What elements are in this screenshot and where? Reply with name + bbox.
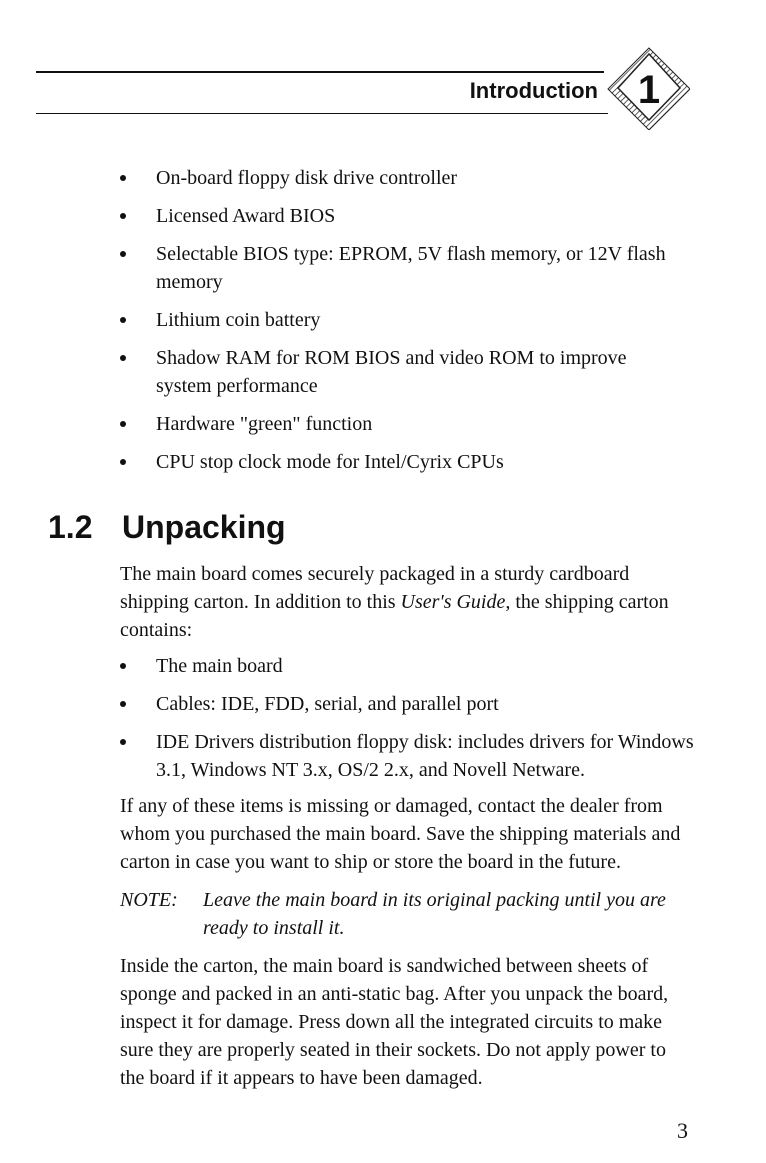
header-title: Introduction	[469, 78, 598, 103]
bullet-icon	[120, 739, 126, 745]
list-item: Lithium coin battery	[118, 306, 678, 334]
list-item: Shadow RAM for ROM BIOS and video ROM to improve system performance	[118, 344, 678, 400]
bullet-icon	[120, 355, 126, 361]
chapter-diamond-icon	[604, 44, 690, 130]
list-item: IDE Drivers distribution floppy disk: includes drivers for Windows 3.1, Windows NT 3.x, OS/2 2.x, and Novell Netware.	[118, 728, 708, 784]
features-list	[118, 164, 678, 486]
list-item: CPU stop clock mode for Intel/Cyrix CPUs	[118, 448, 678, 476]
header-rule-top	[36, 71, 604, 73]
section-number: 1.2	[48, 509, 93, 545]
bullet-icon	[120, 213, 126, 219]
bullet-icon	[120, 175, 126, 181]
chapter-number: 1	[637, 68, 661, 112]
chapter-badge	[604, 44, 690, 130]
list-item: Licensed Award BIOS	[118, 202, 678, 230]
list-item: On-board floppy disk drive controller	[118, 164, 678, 192]
header-rule-bottom	[36, 113, 608, 114]
list-item: Selectable BIOS type: EPROM, 5V flash memory, or 12V flash memory	[118, 240, 678, 296]
list-item: Cables: IDE, FDD, serial, and parallel port	[118, 690, 708, 718]
missing-items-paragraph: If any of these items is missing or damaged, contact the dealer from whom you purchased the main board. Save the shipping materials and carton in case you want to ship or store the board in the future.	[120, 795, 681, 873]
list-item: The main board	[118, 652, 708, 680]
guide-title: User's Guide,	[400, 591, 511, 613]
contents-list	[118, 652, 708, 794]
bullet-icon	[120, 459, 126, 465]
note	[120, 886, 700, 942]
bullet-icon	[120, 251, 126, 257]
list-item: Hardware "green" function	[118, 410, 678, 438]
bullet-icon	[120, 421, 126, 427]
bullet-icon	[120, 701, 126, 707]
page-number: 3	[677, 1118, 688, 1143]
note-text: Leave the main board in its original packing until you are ready to install it.	[203, 889, 666, 939]
bullet-icon	[120, 663, 126, 669]
section-heading	[48, 509, 286, 546]
section-title: Unpacking	[122, 509, 286, 545]
note-label: NOTE:	[120, 889, 178, 911]
intro-paragraph: The main board comes securely packaged in a sturdy cardboard shipping carton. In addition to this User's Guide, the shipping carton contains:	[120, 563, 669, 641]
bullet-icon	[120, 317, 126, 323]
inspection-paragraph: Inside the carton, the main board is sandwiched between sheets of sponge and packed in an anti-static bag. After you unpack the board, inspect it for damage. Press down all the integrated circuits to make sure they are properly seated in their sockets. Do not apply power to the board if it appears to have been damaged.	[120, 955, 669, 1089]
